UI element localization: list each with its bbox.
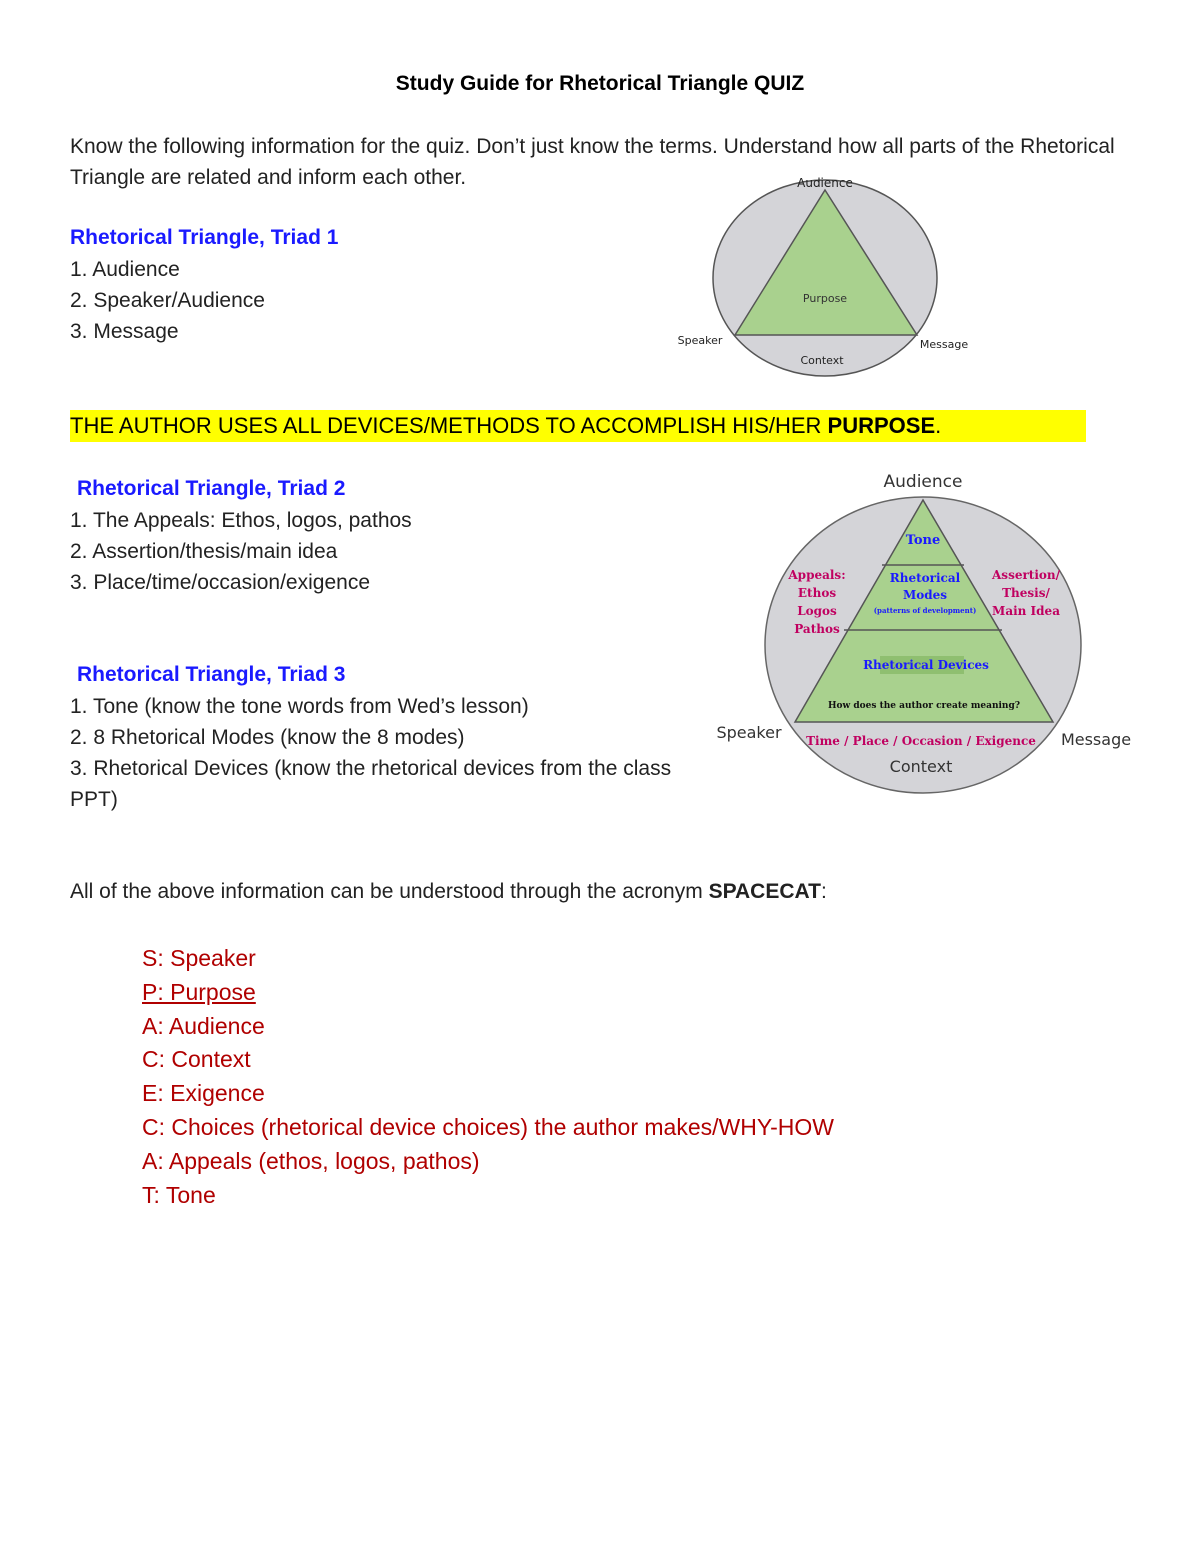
spacecat-item: C: Choices (rhetorical device choices) the author makes/WHY-HOW (142, 1113, 834, 1140)
diagram2-speaker-label: Speaker (716, 723, 782, 742)
diagram2-appeals-line: Pathos (794, 622, 840, 636)
acronym-bold: SPACECAT (708, 880, 821, 903)
spacecat-item: A: Audience (142, 1012, 265, 1039)
diagram2-question-label: How does the author create meaning? (827, 701, 1021, 711)
acronym-line (70, 880, 827, 904)
banner-end: . (935, 413, 942, 438)
spacecat-item: S: Speaker (142, 945, 256, 971)
list-item: 3. Rhetorical Devices (know the rhetorical devices from the class PPT) (70, 757, 672, 811)
acronym-text: All of the above information can be understood through the acronym (70, 880, 709, 903)
list-item: 2. 8 Rhetorical Modes (know the 8 modes) (70, 726, 465, 749)
diagram2-message-label: Message (1060, 730, 1132, 749)
diagram2-devices-label: Rhetorical Devices (863, 658, 989, 672)
banner-text: THE AUTHOR USES ALL DEVICES/METHODS TO ACCOMPLISH HIS/HER (70, 413, 828, 438)
spacecat-item: E: Exigence (142, 1080, 265, 1107)
list-item: 2. Assertion/thesis/main idea (70, 540, 338, 563)
triad2-heading: Rhetorical Triangle, Triad 2 (77, 477, 346, 500)
list-item: 2. Speaker/Audience (70, 289, 265, 312)
list-item: 3. Place/time/occasion/exigence (70, 571, 370, 594)
diagram2-tone-label: Tone (905, 533, 941, 548)
purpose-banner (70, 410, 1086, 442)
diagram2-appeals-line: Logos (797, 604, 837, 618)
diagram2-context-label: Context (889, 757, 953, 776)
spacecat-item: T: Tone (142, 1181, 216, 1208)
intro-paragraph: Know the following information for the quiz. Don’t just know the terms. Understand how all parts of the Rhetorical Triangle are related and inform each other. (70, 135, 1115, 189)
diagram2-assertion-line: Thesis/ (1002, 586, 1050, 600)
page-title: Study Guide for Rhetorical Triangle QUIZ (395, 72, 805, 95)
spacecat-item: C: Context (142, 1046, 251, 1073)
triad1-heading: Rhetorical Triangle, Triad 1 (70, 226, 339, 249)
diagram2-assertion-line: Assertion/ (992, 568, 1060, 582)
diagram2-audience-label: Audience (883, 472, 963, 492)
spacecat-list (142, 942, 834, 1212)
diagram1-context-label: Context (800, 354, 844, 367)
acronym-end: : (820, 880, 827, 903)
triad2-list (70, 505, 412, 598)
banner-bold: PURPOSE (827, 413, 936, 438)
diagram2-appeals-line: Ethos (797, 586, 837, 600)
diagram2-occasion-label: Time / Place / Occasion / Exigence (806, 734, 1036, 748)
diagram1-speaker-label: Speaker (677, 334, 723, 347)
triad3-heading: Rhetorical Triangle, Triad 3 (77, 663, 346, 686)
list-item: 3. Message (70, 320, 179, 343)
spacecat-item: A: Appeals (ethos, logos, pathos) (142, 1147, 480, 1174)
list-item: 1. Tone (know the tone words from Wed’s lesson) (70, 695, 529, 718)
diagram2-modes-line2: Modes (902, 588, 948, 602)
spacecat-item: P: Purpose (142, 978, 256, 1005)
triad1-list (70, 254, 265, 347)
rhetorical-triangle-diagram-2 (705, 462, 1145, 802)
diagram2-assertion-line: Main Idea (992, 604, 1060, 618)
diagram1-purpose-label: Purpose (802, 292, 848, 305)
diagram2-modes-line1: Rhetorical (889, 571, 961, 585)
list-item: 1. The Appeals: Ethos, logos, pathos (70, 509, 412, 532)
list-item: 1. Audience (70, 258, 180, 281)
diagram2-appeals-line: Appeals: (788, 568, 846, 582)
diagram1-message-label: Message (919, 338, 969, 351)
diagram2-modes-sub: (patterns of development) (873, 606, 977, 615)
diagram1-audience-label: Audience (797, 176, 853, 190)
rhetorical-triangle-diagram-1 (670, 172, 990, 384)
triad3-list (70, 691, 690, 815)
